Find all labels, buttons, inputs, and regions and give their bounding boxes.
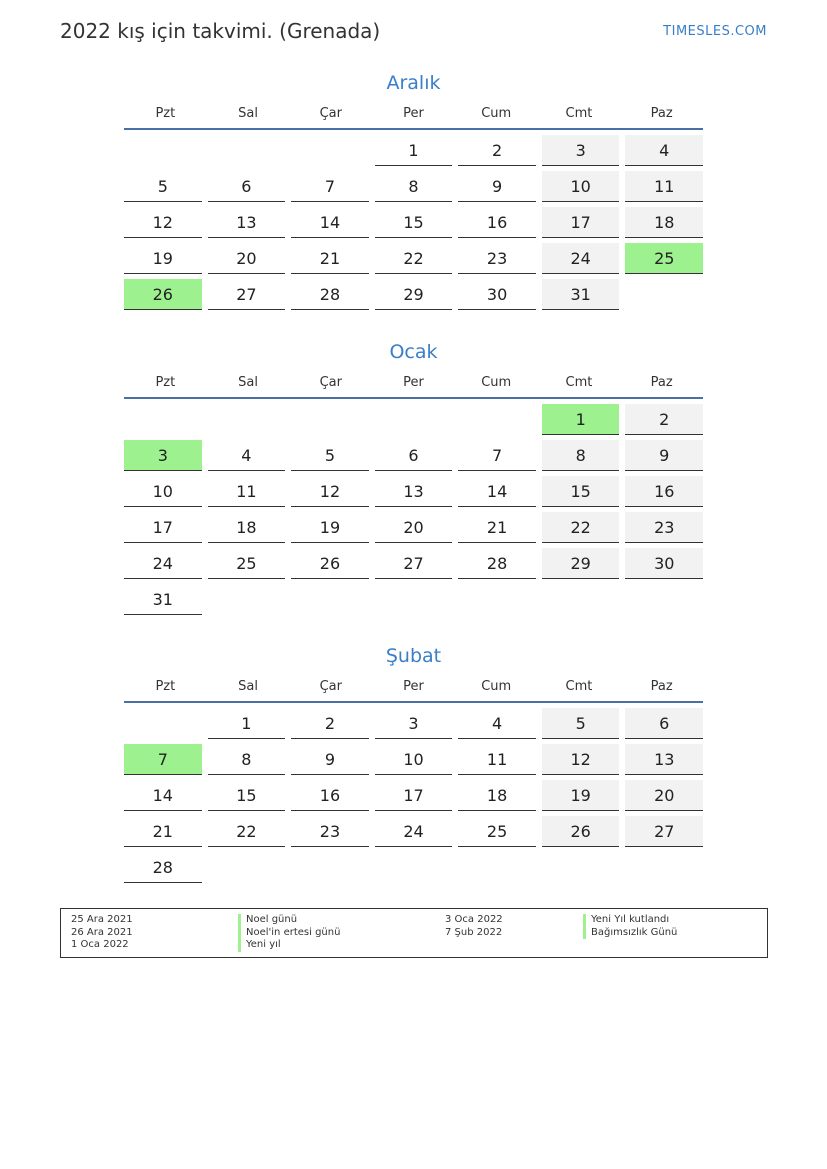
weekday-label: Paz [650, 374, 673, 390]
weekday-label: Per [403, 678, 424, 694]
week-row [124, 440, 703, 476]
legend-holiday-name: Yeni yıl [238, 939, 340, 952]
day-cell: 13 [375, 476, 453, 507]
day-cell: 19 [542, 780, 620, 811]
day-cell: 27 [208, 279, 286, 310]
day-cell: 11 [458, 744, 536, 775]
day-cell: 17 [124, 512, 202, 543]
weekday-label: Cmt [565, 374, 593, 390]
day-cell: 12 [291, 476, 369, 507]
day-cell: 30 [458, 279, 536, 310]
day-cell: 8 [208, 744, 286, 775]
day-cell: 22 [542, 512, 620, 543]
month-calendar [124, 337, 703, 620]
weekday-label: Çar [319, 678, 342, 694]
day-cell: 10 [542, 171, 620, 202]
day-cell-empty [375, 584, 453, 615]
day-cell: 18 [458, 780, 536, 811]
day-cell-empty [291, 135, 369, 166]
day-cell: 1 [542, 404, 620, 435]
week-row [124, 404, 703, 440]
weekday-label: Çar [319, 374, 342, 390]
week-row [124, 816, 703, 852]
day-cell: 16 [291, 780, 369, 811]
day-cell: 18 [625, 207, 703, 238]
day-cell: 16 [458, 207, 536, 238]
day-cell-empty [625, 584, 703, 615]
day-cell: 27 [375, 548, 453, 579]
month-name: Ocak [389, 341, 438, 363]
month-calendar [124, 641, 703, 888]
weekday-header [124, 367, 703, 399]
week-row [124, 780, 703, 816]
day-cell: 7 [124, 744, 202, 775]
day-cell-empty [375, 852, 453, 883]
day-cell: 23 [458, 243, 536, 274]
week-row [124, 279, 703, 315]
day-cell-empty [208, 404, 286, 435]
day-cell: 2 [458, 135, 536, 166]
day-cell-empty [375, 404, 453, 435]
day-cell: 15 [375, 207, 453, 238]
weekday-label: Cmt [565, 678, 593, 694]
day-cell: 10 [124, 476, 202, 507]
day-cell: 15 [542, 476, 620, 507]
day-cell: 2 [291, 708, 369, 739]
week-row [124, 584, 703, 620]
legend-date: 1 Oca 2022 [71, 939, 129, 950]
day-cell: 17 [375, 780, 453, 811]
day-cell: 1 [375, 135, 453, 166]
day-cell-empty [542, 584, 620, 615]
day-cell: 5 [124, 171, 202, 202]
day-cell: 12 [124, 207, 202, 238]
week-row [124, 476, 703, 512]
legend-names-left [238, 914, 340, 952]
day-cell-empty [208, 584, 286, 615]
weeks-grid [124, 130, 703, 315]
day-cell: 26 [291, 548, 369, 579]
day-cell-empty [542, 852, 620, 883]
day-cell: 9 [291, 744, 369, 775]
day-cell: 14 [458, 476, 536, 507]
day-cell: 14 [124, 780, 202, 811]
legend-holiday-name: Yeni Yıl kutlandı [583, 914, 677, 927]
weekday-label: Pzt [155, 105, 176, 121]
day-cell: 28 [124, 852, 202, 883]
weekday-label: Pzt [155, 678, 176, 694]
day-cell-empty [291, 584, 369, 615]
week-row [124, 243, 703, 279]
day-cell: 4 [625, 135, 703, 166]
day-cell: 16 [625, 476, 703, 507]
brand-link[interactable]: TIMESLES.COM [663, 24, 767, 39]
day-cell: 23 [625, 512, 703, 543]
day-cell: 26 [542, 816, 620, 847]
day-cell: 15 [208, 780, 286, 811]
weekday-header [124, 671, 703, 703]
day-cell-empty [625, 852, 703, 883]
day-cell: 30 [625, 548, 703, 579]
day-cell: 12 [542, 744, 620, 775]
day-cell: 7 [291, 171, 369, 202]
day-cell-empty [625, 279, 703, 310]
day-cell-empty [124, 135, 202, 166]
legend-dates-right [445, 914, 503, 939]
day-cell: 28 [458, 548, 536, 579]
weekday-label: Paz [650, 678, 673, 694]
week-row [124, 207, 703, 243]
weekday-label: Per [403, 374, 424, 390]
day-cell: 7 [458, 440, 536, 471]
day-cell: 31 [542, 279, 620, 310]
page-title: 2022 kış için takvimi. (Grenada) [60, 19, 381, 43]
day-cell: 21 [124, 816, 202, 847]
week-row [124, 171, 703, 207]
day-cell: 11 [625, 171, 703, 202]
weekday-label: Pzt [155, 374, 176, 390]
day-cell: 4 [208, 440, 286, 471]
day-cell: 14 [291, 207, 369, 238]
day-cell: 3 [124, 440, 202, 471]
weekday-label: Sal [238, 374, 258, 390]
day-cell: 24 [124, 548, 202, 579]
day-cell: 18 [208, 512, 286, 543]
day-cell: 25 [208, 548, 286, 579]
day-cell: 19 [124, 243, 202, 274]
weekday-label: Sal [238, 678, 258, 694]
legend-date: 26 Ara 2021 [71, 926, 133, 938]
weeks-grid [124, 399, 703, 620]
day-cell: 20 [375, 512, 453, 543]
day-cell-empty [458, 852, 536, 883]
weekday-label: Sal [238, 105, 258, 121]
day-cell: 27 [625, 816, 703, 847]
weekday-label: Cum [481, 374, 512, 390]
day-cell: 6 [208, 171, 286, 202]
week-row [124, 512, 703, 548]
month-name: Aralık [386, 72, 441, 94]
weekday-label: Cmt [565, 105, 593, 121]
month-calendar [124, 68, 703, 315]
legend-names-right [583, 914, 677, 939]
day-cell: 19 [291, 512, 369, 543]
day-cell: 24 [375, 816, 453, 847]
day-cell-empty [124, 404, 202, 435]
day-cell-empty [124, 708, 202, 739]
week-row [124, 852, 703, 888]
day-cell: 5 [542, 708, 620, 739]
day-cell: 5 [291, 440, 369, 471]
day-cell-empty [291, 852, 369, 883]
day-cell: 20 [208, 243, 286, 274]
weekday-label: Cum [481, 105, 512, 121]
week-row [124, 135, 703, 171]
day-cell: 11 [208, 476, 286, 507]
legend-holiday-name: Noel'in ertesi günü [238, 927, 340, 940]
day-cell: 31 [124, 584, 202, 615]
day-cell: 4 [458, 708, 536, 739]
day-cell-empty [291, 404, 369, 435]
legend-dates-left [71, 914, 133, 952]
day-cell: 10 [375, 744, 453, 775]
day-cell: 1 [208, 708, 286, 739]
day-cell: 24 [542, 243, 620, 274]
day-cell: 8 [375, 171, 453, 202]
day-cell: 20 [625, 780, 703, 811]
day-cell: 29 [542, 548, 620, 579]
day-cell: 8 [542, 440, 620, 471]
legend-date: 25 Ara 2021 [71, 914, 133, 925]
legend-holiday-name: Noel günü [238, 914, 340, 927]
day-cell: 6 [625, 708, 703, 739]
day-cell: 23 [291, 816, 369, 847]
legend-date: 7 Şub 2022 [445, 926, 503, 938]
day-cell-empty [458, 404, 536, 435]
day-cell: 29 [375, 279, 453, 310]
day-cell: 2 [625, 404, 703, 435]
day-cell-empty [208, 135, 286, 166]
day-cell: 9 [458, 171, 536, 202]
day-cell: 13 [625, 744, 703, 775]
day-cell: 3 [542, 135, 620, 166]
day-cell: 21 [458, 512, 536, 543]
day-cell: 25 [458, 816, 536, 847]
weekday-header [124, 98, 703, 130]
day-cell-empty [458, 584, 536, 615]
day-cell: 9 [625, 440, 703, 471]
legend-holiday-name: Bağımsızlık Günü [583, 927, 677, 940]
week-row [124, 744, 703, 780]
day-cell: 28 [291, 279, 369, 310]
weekday-label: Per [403, 105, 424, 121]
day-cell: 13 [208, 207, 286, 238]
month-name: Şubat [385, 645, 442, 667]
day-cell: 22 [208, 816, 286, 847]
day-cell: 6 [375, 440, 453, 471]
week-row [124, 548, 703, 584]
day-cell-empty [208, 852, 286, 883]
weekday-label: Cum [481, 678, 512, 694]
day-cell: 25 [625, 243, 703, 274]
day-cell: 22 [375, 243, 453, 274]
week-row [124, 708, 703, 744]
weekday-label: Paz [650, 105, 673, 121]
day-cell: 21 [291, 243, 369, 274]
weeks-grid [124, 703, 703, 888]
holiday-legend [60, 908, 768, 958]
day-cell: 3 [375, 708, 453, 739]
weekday-label: Çar [319, 105, 342, 121]
day-cell: 26 [124, 279, 202, 310]
legend-date: 3 Oca 2022 [445, 914, 503, 925]
day-cell: 17 [542, 207, 620, 238]
